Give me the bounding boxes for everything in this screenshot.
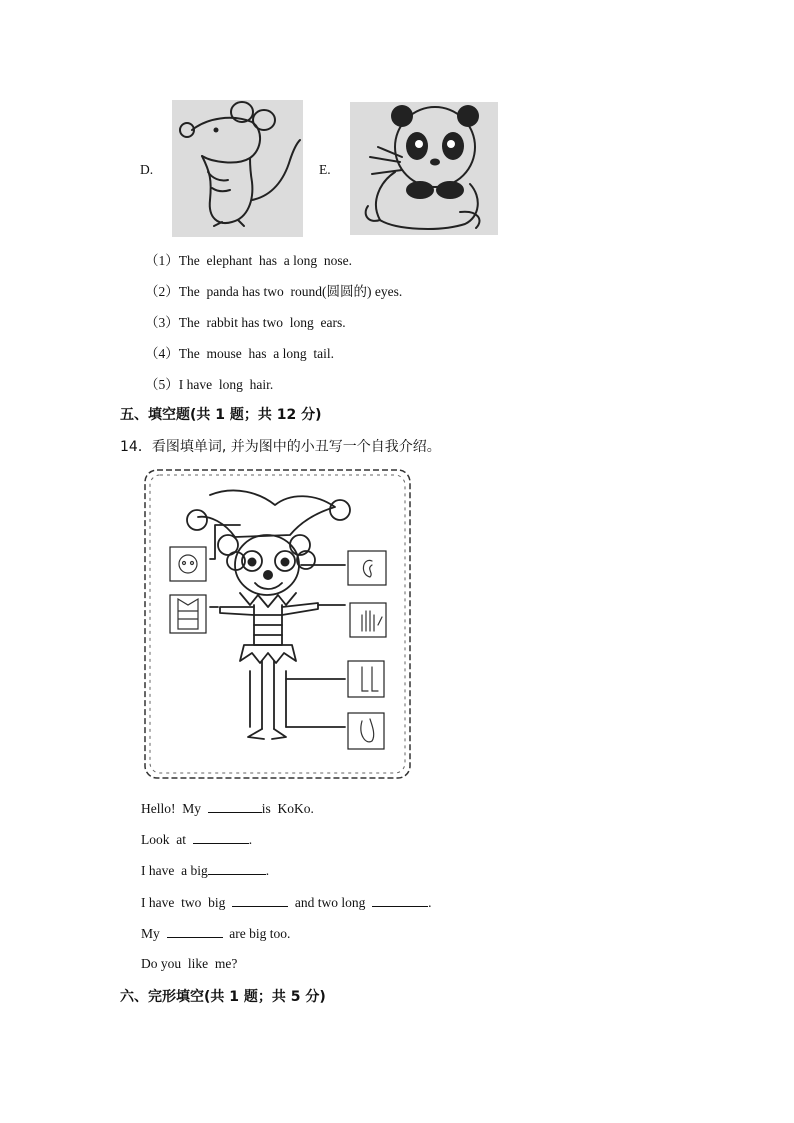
sentence-text: The panda has two round(圆圆的) eyes. <box>178 284 403 299</box>
look-at-blank[interactable] <box>193 831 249 844</box>
intro-text: Look at <box>141 832 193 847</box>
mouse-picture <box>172 100 303 237</box>
question-number: 14． <box>120 439 152 455</box>
intro-text: . <box>265 863 270 878</box>
big-blank[interactable] <box>208 862 266 875</box>
intro-text: I have two big <box>141 895 233 910</box>
sentence-number: （4） <box>145 346 179 361</box>
sentence-number: （1） <box>145 253 179 268</box>
intro-line-1 <box>141 800 314 817</box>
shirt-icon <box>170 595 206 633</box>
clown-picture <box>140 465 415 783</box>
ear-icon <box>348 551 386 585</box>
big-body-part-blank[interactable] <box>232 894 288 907</box>
sentence-1 <box>145 249 352 269</box>
section-5-heading: 五、填空题(共 1 题；共 12 分) <box>120 407 322 423</box>
sentence-number: （3） <box>145 315 179 330</box>
intro-text: and two long <box>288 895 373 910</box>
clown-illustration <box>140 465 415 783</box>
intro-line-4 <box>141 894 431 911</box>
intro-text: I have a big <box>141 863 208 878</box>
sentence-4 <box>145 342 334 362</box>
section-6-heading: 六、完形填空(共 1 题；共 5 分) <box>120 989 326 1005</box>
name-blank[interactable] <box>208 800 262 813</box>
sentence-text: I have long hair. <box>178 377 274 392</box>
panda-icon <box>350 102 498 235</box>
intro-line-3 <box>141 862 269 879</box>
intro-text: are big too. <box>222 926 291 941</box>
question-text: 看图填单词, 并为图中的小丑写一个自我介绍。 <box>151 439 441 455</box>
intro-text: . <box>428 895 432 910</box>
sentence-5 <box>145 373 273 393</box>
sentence-2 <box>145 280 402 300</box>
sentence-3 <box>145 311 346 331</box>
intro-text: is KoKo. <box>261 801 314 816</box>
foot-icon <box>348 713 384 749</box>
hair-icon <box>170 547 206 581</box>
mouse-icon <box>172 100 303 237</box>
sentence-text: The elephant has a long nose. <box>178 253 352 268</box>
option-e-label: E. <box>319 162 331 177</box>
intro-text: . <box>248 832 253 847</box>
intro-line-6: Do you like me? <box>141 956 238 971</box>
sentence-number: （5） <box>145 377 179 392</box>
option-d-label: D. <box>140 162 154 177</box>
intro-text: My <box>141 926 167 941</box>
intro-line-2 <box>141 831 252 848</box>
intro-text: Hello! My <box>141 801 208 816</box>
my-blank[interactable] <box>167 925 223 938</box>
sentence-text: The mouse has a long tail. <box>178 346 334 361</box>
question-14 <box>120 436 441 456</box>
intro-line-5 <box>141 925 290 942</box>
sentence-number: （2） <box>145 284 179 299</box>
panda-picture <box>350 102 498 235</box>
long-body-part-blank[interactable] <box>372 894 428 907</box>
sentence-text: The rabbit has two long ears. <box>178 315 346 330</box>
